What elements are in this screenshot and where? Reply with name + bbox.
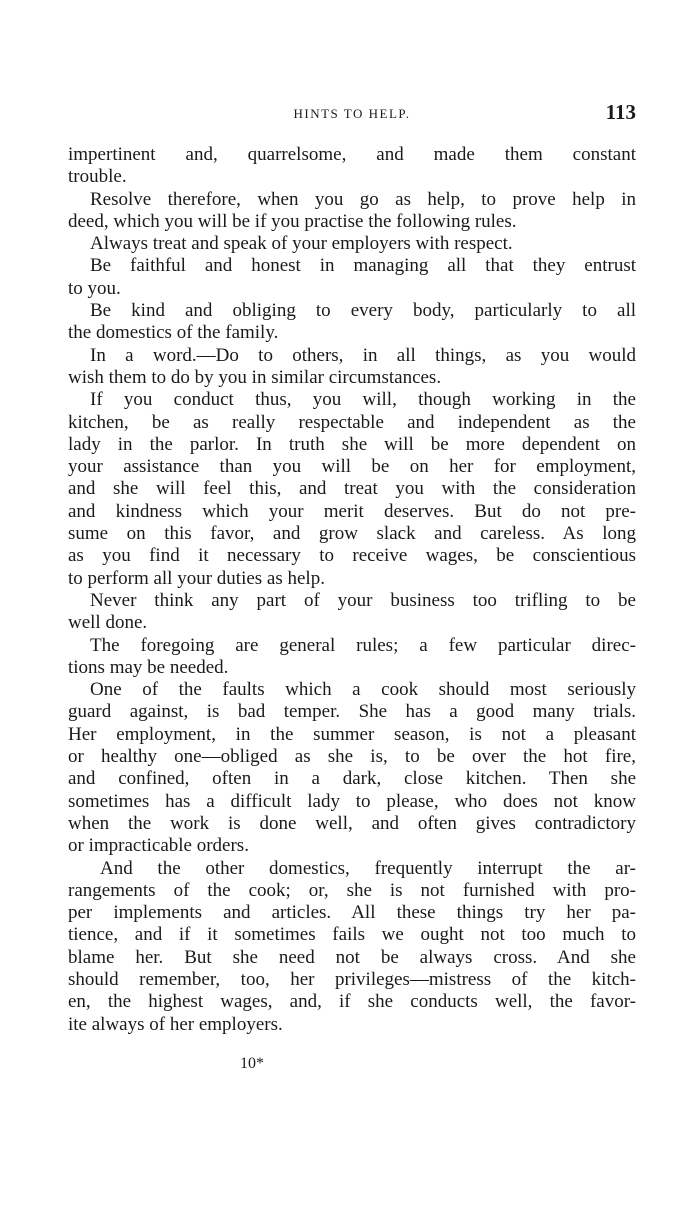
page-number: 113 — [605, 100, 636, 124]
text-line: per implements and articles. All these things try her pa- — [68, 902, 636, 924]
text-line: The foregoing are general rules; a few particular direc- — [90, 634, 636, 656]
text-line: And the other domestics, frequently interrupt the ar- — [100, 857, 636, 879]
text-line: to perform all your duties as help. — [68, 567, 325, 589]
text-line: lady in the parlor. In truth she will be more dependent on — [68, 433, 636, 455]
text-line: to you. — [68, 277, 121, 299]
text-line: when the work is done well, and often gives contradictory — [68, 812, 636, 834]
text-line: and she will feel this, and treat you with the consideration — [68, 478, 636, 500]
text-line: as you find it necessary to receive wages, be conscientious — [68, 545, 636, 567]
signature-mark: 10* — [240, 1055, 264, 1072]
text-line: and kindness which your merit deserves. But do not pre- — [68, 500, 636, 522]
text-line: your assistance than you will be on her for employment, — [68, 456, 636, 478]
text-line: rangements of the cook; or, she is not furnished with pro- — [68, 879, 636, 901]
text-line: sometimes has a difficult lady to please, who does not know — [68, 790, 636, 812]
text-line: Be faithful and honest in managing all that they entrust — [90, 255, 636, 277]
running-head: HINTS TO HELP. — [293, 106, 411, 121]
text-line: trouble. — [68, 166, 127, 188]
text-line: should remember, too, her privileges—mistress of the kitch- — [68, 968, 636, 990]
text-line: Her employment, in the summer season, is not a pleasant — [68, 723, 636, 745]
text-line: or impracticable orders. — [68, 835, 249, 857]
text-line: deed, which you will be if you practise the following rules. — [68, 210, 517, 232]
text-line: blame her. But she need not be always cross. And she — [68, 946, 636, 968]
text-line: tience, and if it sometimes fails we ought not too much to — [68, 924, 636, 946]
text-line: guard against, is bad temper. She has a good many trials. — [68, 701, 636, 723]
text-line: Never think any part of your business too trifling to be — [90, 589, 636, 611]
text-line: In a word.—Do to others, in all things, as you would — [90, 344, 636, 366]
text-line: tions may be needed. — [68, 656, 229, 678]
text-line: well done. — [68, 612, 148, 634]
text-line: kitchen, be as really respectable and independent as the — [68, 411, 636, 433]
text-line: If you conduct thus, you will, though working in the — [90, 389, 636, 411]
text-line: and confined, often in a dark, close kitchen. Then she — [68, 768, 636, 790]
text-line: impertinent and, quarrelsome, and made them constant — [68, 144, 636, 165]
text-line: ite always of her employers. — [68, 1013, 283, 1035]
page-header — [68, 100, 636, 130]
text-line: sume on this favor, and grow slack and careless. As long — [68, 523, 636, 545]
body-text — [68, 144, 636, 1036]
text-line: wish them to do by you in similar circumstances. — [68, 366, 442, 388]
text-line: Resolve therefore, when you go as help, to prove help in — [90, 188, 636, 210]
text-line: One of the faults which a cook should most seriously — [90, 679, 636, 701]
text-line: or healthy one—obliged as she is, to be over the hot fire, — [68, 746, 636, 768]
text-line: en, the highest wages, and, if she conducts well, the favor- — [68, 991, 636, 1013]
text-line: Always treat and speak of your employers with respect. — [90, 233, 513, 255]
text-line: Be kind and obliging to every body, particularly to all — [90, 300, 636, 322]
text-line: the domestics of the family. — [68, 322, 279, 344]
